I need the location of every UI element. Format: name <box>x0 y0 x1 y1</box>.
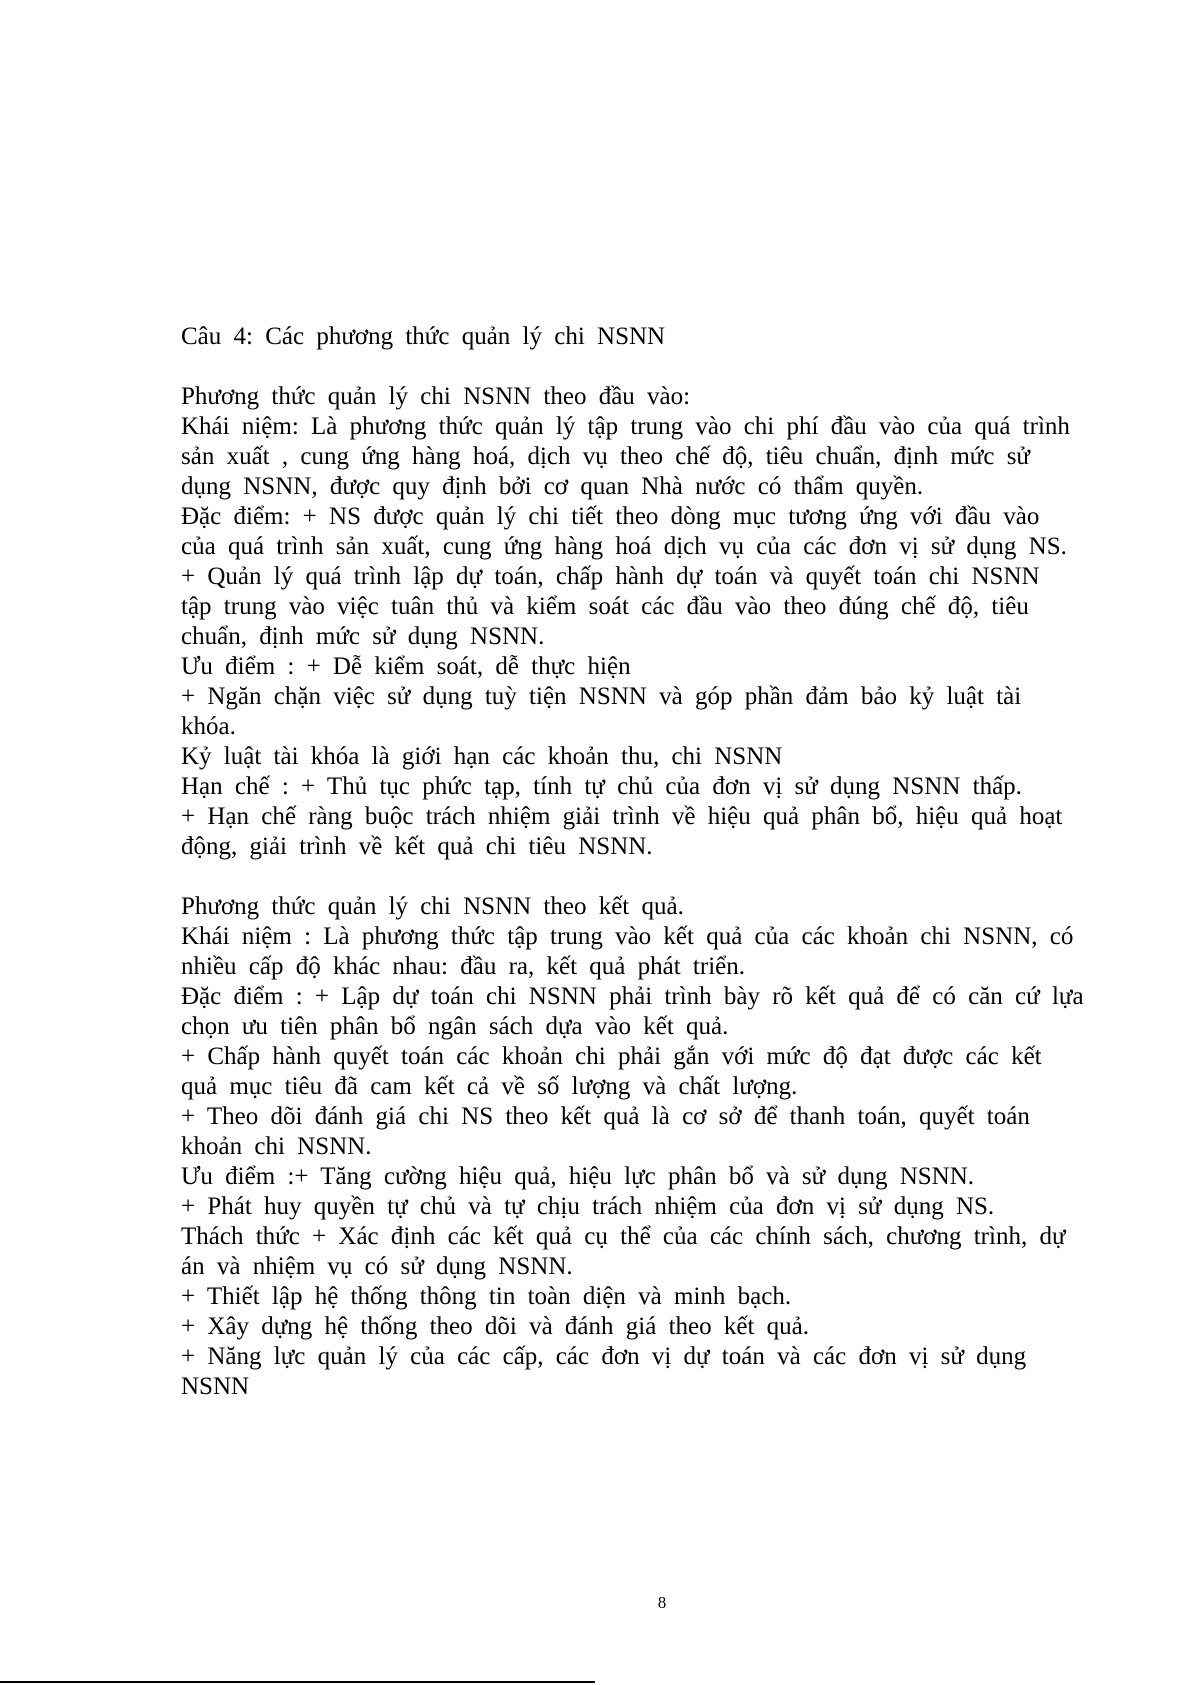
text-line: Đặc điểm : + Lập dự toán chi NSNN phải trình bày rõ kết quả để có căn cứ lựa <box>181 983 1084 1010</box>
text-line: án và nhiệm vụ có sử dụng NSNN. <box>181 1253 573 1280</box>
text-line: + Năng lực quản lý của các cấp, các đơn vị dự toán và các đơn vị sử dụng <box>181 1343 1027 1370</box>
text-line: khoản chi NSNN. <box>181 1133 372 1160</box>
text-line: + Quản lý quá trình lập dự toán, chấp hành dự toán và quyết toán chi NSNN <box>181 563 1040 590</box>
text-line: + Hạn chế ràng buộc trách nhiệm giải trình về hiệu quả phân bổ, hiệu quả hoạt <box>181 803 1063 830</box>
text-line: Hạn chế : + Thủ tục phức tạp, tính tự chủ của đơn vị sử dụng NSNN thấp. <box>181 773 1022 800</box>
text-line: Ưu điểm : + Dễ kiểm soát, dễ thực hiện <box>181 653 631 680</box>
text-line: chuẩn, định mức sử dụng NSNN. <box>181 623 545 650</box>
document-body <box>181 322 1141 1402</box>
page-title: Câu 4: Các phương thức quản lý chi NSNN <box>181 323 666 350</box>
text-line: Thách thức + Xác định các kết quả cụ thể của các chính sách, chương trình, dự <box>181 1223 1066 1250</box>
text-line: nhiều cấp độ khác nhau: đầu ra, kết quả phát triển. <box>181 953 745 980</box>
section-result-based <box>181 892 1141 1402</box>
text-line: tập trung vào việc tuân thủ và kiểm soát các đầu vào theo đúng chế độ, tiêu <box>181 593 1029 620</box>
text-line: Khái niệm: Là phương thức quản lý tập trung vào chi phí đầu vào của quá trình <box>181 413 1070 440</box>
text-line: Đặc điểm: + NS được quản lý chi tiết theo dòng mục tương ứng với đầu vào <box>181 503 1040 530</box>
section-input-based <box>181 382 1141 862</box>
text-line: + Xây dựng hệ thống theo dõi và đánh giá theo kết quả. <box>181 1313 809 1340</box>
text-line: sản xuất , cung ứng hàng hoá, dịch vụ theo chế độ, tiêu chuẩn, định mức sử <box>181 443 1030 470</box>
text-line: + Ngăn chặn việc sử dụng tuỳ tiện NSNN và góp phần đảm bảo kỷ luật tài <box>181 683 1022 710</box>
section-heading: Phương thức quản lý chi NSNN theo đầu vào: <box>181 383 691 410</box>
text-line: + Thiết lập hệ thống thông tin toàn diện và minh bạch. <box>181 1283 792 1310</box>
section-heading: Phương thức quản lý chi NSNN theo kết quả. <box>181 893 684 920</box>
text-line: Ưu điểm :+ Tăng cường hiệu quả, hiệu lực phân bổ và sử dụng NSNN. <box>181 1163 975 1190</box>
text-line: quả mục tiêu đã cam kết cả về số lượng và chất lượng. <box>181 1073 798 1100</box>
text-line: của quá trình sản xuất, cung ứng hàng hoá dịch vụ của các đơn vị sử dụng NS. <box>181 533 1067 560</box>
text-line: Khái niệm : Là phương thức tập trung vào kết quả của các khoản chi NSNN, có <box>181 923 1074 950</box>
text-line: chọn ưu tiên phân bổ ngân sách dựa vào kết quả. <box>181 1013 729 1040</box>
bottom-rule <box>0 1681 595 1683</box>
text-line: + Theo dõi đánh giá chi NS theo kết quả là cơ sở để thanh toán, quyết toán <box>181 1103 1030 1130</box>
text-line: dụng NSNN, được quy định bởi cơ quan Nhà nước có thẩm quyền. <box>181 473 924 500</box>
text-line: + Chấp hành quyết toán các khoản chi phải gắn với mức độ đạt được các kết <box>181 1043 1042 1070</box>
page-number: 8 <box>657 1593 667 1612</box>
text-line: khóa. <box>181 713 236 740</box>
text-line: động, giải trình về kết quả chi tiêu NSNN. <box>181 833 653 860</box>
text-line: + Phát huy quyền tự chủ và tự chịu trách nhiệm của đơn vị sử dụng NS. <box>181 1193 995 1220</box>
text-line: Kỷ luật tài khóa là giới hạn các khoản thu, chi NSNN <box>181 743 783 770</box>
text-line: NSNN <box>181 1373 250 1400</box>
